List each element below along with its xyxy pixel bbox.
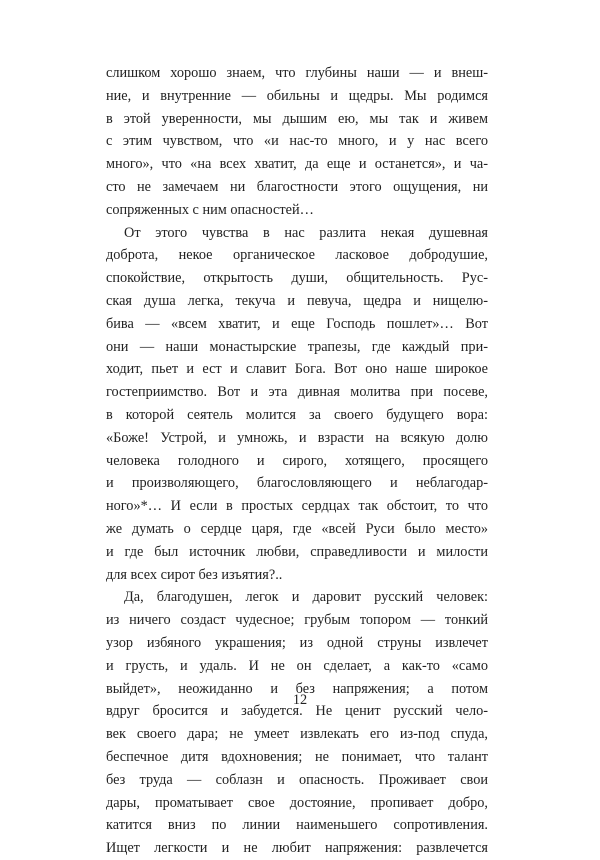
text-line: выйдет», неожиданно и без напряжения; а потом bbox=[106, 680, 488, 697]
text-line: бива — «всем хватит, и еще Господь пошлет»… Вот bbox=[106, 315, 488, 332]
text-line: и грусть, и удаль. И не он сделает, а как-то «само bbox=[106, 657, 488, 674]
text-line: узор избяного украшения; из одной струны извлечет bbox=[106, 634, 488, 651]
text-line: вдруг бросится и забудется. Не ценит русский чело- bbox=[106, 703, 488, 720]
text-line: дары, проматывает свое достояние, пропивает добро, bbox=[106, 794, 488, 811]
text-line: слишком хорошо знаем, что глубины наши — и внеш- bbox=[106, 65, 488, 81]
text-line: из ничего создаст чудесное; грубым топором — тонкий bbox=[106, 612, 488, 629]
text-line: От этого чувства в нас разлита некая душевная bbox=[124, 224, 488, 241]
text-line: сто не замечаем ни благостности этого ощущения, ни bbox=[106, 178, 488, 195]
text-line: Да, благодушен, легок и даровит русский человек: bbox=[124, 589, 488, 606]
page-number: 12 bbox=[292, 692, 308, 708]
text-line: сопряженных с ним опасностей… bbox=[106, 201, 314, 218]
text-line: же думать о сердце царя, где «всей Руси было место» bbox=[106, 520, 488, 537]
text-line: для всех сирот без изъятия?.. bbox=[106, 566, 283, 583]
text-line: и произволяющего, благословляющего и неблагодар- bbox=[106, 475, 488, 492]
text-body bbox=[106, 62, 488, 860]
text-line: много», что «на всех хватит, да еще и останется», и ча- bbox=[106, 156, 488, 173]
text-line: и где был источник любви, справедливости и милости bbox=[106, 543, 488, 560]
text-line: гостеприимство. Вот и эта дивная молитва при посеве, bbox=[106, 384, 488, 401]
text-line: человека голодного и сирого, хотящего, просящего bbox=[106, 452, 488, 469]
text-line: «Боже! Устрой, и умножь, и взрасти на всякую долю bbox=[106, 429, 488, 446]
text-line: век своего дара; не умеет извлекать его из-под спуда, bbox=[106, 726, 488, 743]
text-line: в этой уверенности, мы дышим ею, мы так и живем bbox=[106, 110, 488, 127]
text-line: в которой сеятель молится за своего будущего вора: bbox=[106, 406, 488, 423]
text-line: с этим чувством, что «и нас-то много, и у нас всего bbox=[106, 133, 488, 150]
text-line: спокойствие, открытость души, общительность. Рус- bbox=[106, 270, 488, 287]
text-line: Ищет легкости и не любит напряжения: развлечется bbox=[106, 840, 488, 857]
text-line: без труда — соблазн и опасность. Проживает свои bbox=[106, 771, 488, 788]
text-line: ние, и внутренние — обильны и щедры. Мы родимся bbox=[106, 87, 488, 104]
text-line: доброта, некое органическое ласковое добродушие, bbox=[106, 247, 488, 264]
text-line: ного»*… И если в простых сердцах так обстоит, то что bbox=[106, 498, 488, 515]
text-line: они — наши монастырские трапезы, где каждый при- bbox=[106, 338, 488, 355]
text-line: ская душа легка, текуча и певуча, щедра и нищелю- bbox=[106, 292, 488, 309]
text-line: беспечное дитя вдохновения; не понимает, что талант bbox=[106, 748, 488, 765]
text-line: катится вниз по линии наименьшего сопротивления. bbox=[106, 817, 488, 834]
text-line: ходит, пьет и ест и славит Бога. Вот оно наше широкое bbox=[106, 361, 488, 378]
